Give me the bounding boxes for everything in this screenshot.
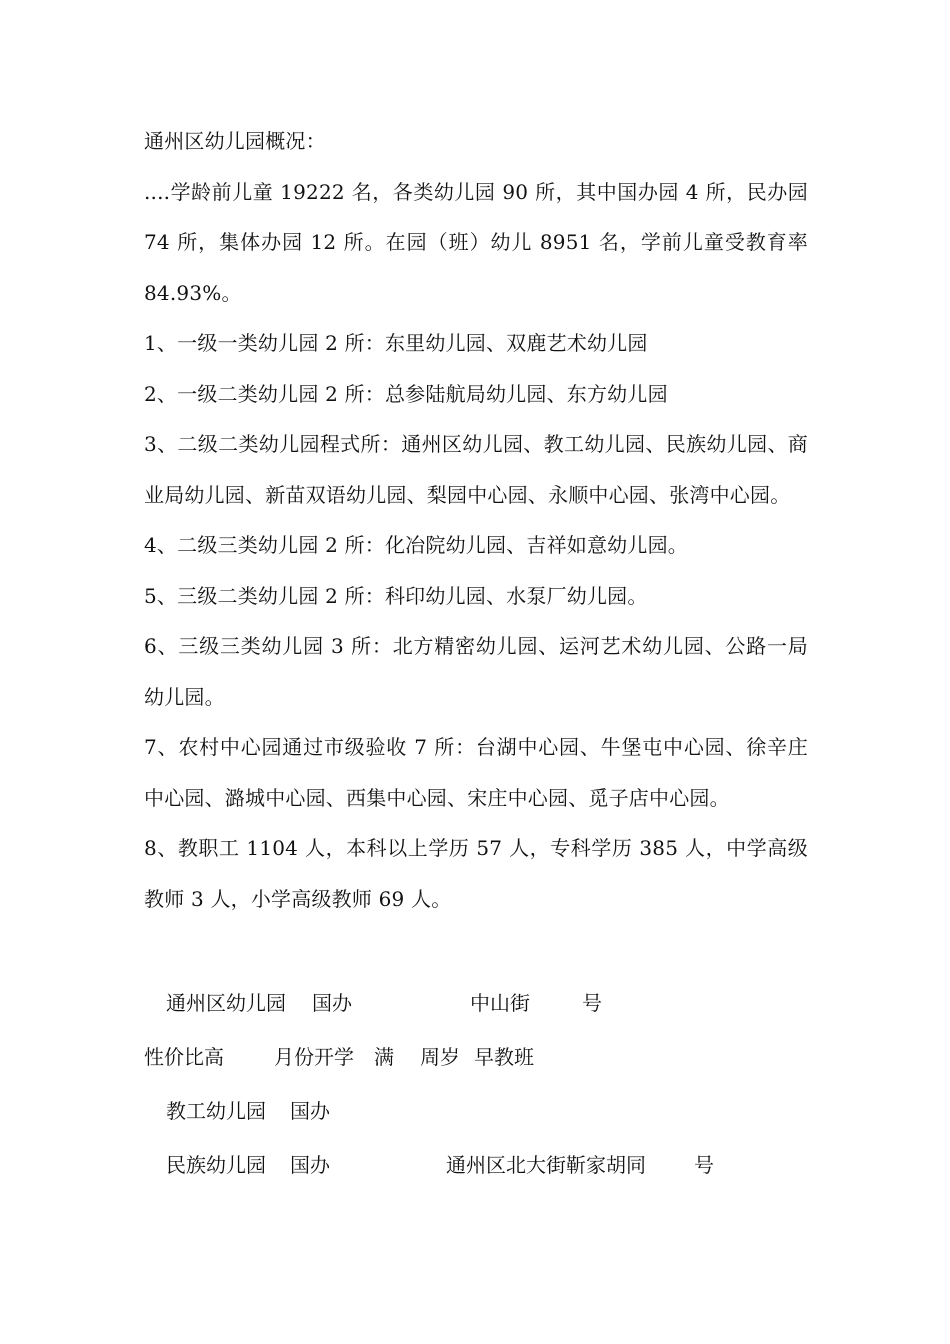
kindergarten-name: 通州区幼儿园 xyxy=(166,991,286,1015)
listing-row-4 xyxy=(144,1140,808,1194)
class-label: 早教班 xyxy=(474,1045,534,1069)
value-label: 性价比高 xyxy=(144,1045,224,1069)
street-name: 中山街 xyxy=(470,991,530,1015)
kindergarten-type: 国办 xyxy=(290,1099,330,1123)
document-body xyxy=(144,116,808,1194)
list-item-6: 6、三级三类幼儿园 3 所：北方精密幼儿园、运河艺术幼儿园、公路一局幼儿园。 xyxy=(144,634,808,709)
listing-row-3 xyxy=(144,1086,808,1140)
list-item-5: 5、三级二类幼儿园 2 所：科印幼儿园、水泵厂幼儿园。 xyxy=(144,583,648,608)
overview-paragraph: ....学龄前儿童 19222 名，各类幼儿园 90 所，其中国办园 4 所，民办园 74 所，集体办园 12 所。在园（班）幼儿 8951 名，学前儿童受教育率 84.93%。 xyxy=(144,179,808,305)
address-text: 通州区北大街靳家胡同 xyxy=(446,1153,646,1177)
document-heading: 通州区幼儿园概况： xyxy=(144,129,326,153)
section-gap xyxy=(144,924,808,978)
list-item-8: 8、教职工 1104 人，本科以上学历 57 人，专科学历 385 人，中学高级教师 3 人，小学高级教师 69 人。 xyxy=(144,836,808,911)
list-item-7: 7、农村中心园通过市级验收 7 所：台湖中心园、牛堡屯中心园、徐辛庄中心园、潞城中心园、西集中心园、宋庄中心园、觅子店中心园。 xyxy=(144,735,808,810)
kindergarten-name: 民族幼儿园 xyxy=(166,1153,266,1177)
listing-row-1 xyxy=(144,978,808,1032)
listing-row-2 xyxy=(144,1032,808,1086)
house-number-label: 号 xyxy=(582,991,602,1015)
house-number-label: 号 xyxy=(694,1153,714,1177)
kindergarten-type: 国办 xyxy=(312,991,352,1015)
list-item-1: 1、一级一类幼儿园 2 所：东里幼儿园、双鹿艺术幼儿园 xyxy=(144,331,648,355)
age-label: 周岁 xyxy=(420,1045,460,1069)
month-label: 月份开学 xyxy=(274,1045,354,1069)
kindergarten-type: 国办 xyxy=(290,1153,330,1177)
kindergarten-name: 教工幼儿园 xyxy=(166,1099,266,1123)
list-item-3: 3、二级二类幼儿园程式所：通州区幼儿园、教工幼儿园、民族幼儿园、商业局幼儿园、新苗双语幼儿园、梨园中心园、永顺中心园、张湾中心园。 xyxy=(144,432,808,507)
full-label: 满 xyxy=(374,1045,394,1069)
list-item-2: 2、一级二类幼儿园 2 所：总参陆航局幼儿园、东方幼儿园 xyxy=(144,381,668,406)
list-item-4: 4、二级三类幼儿园 2 所：化冶院幼儿园、吉祥如意幼儿园。 xyxy=(144,533,688,557)
